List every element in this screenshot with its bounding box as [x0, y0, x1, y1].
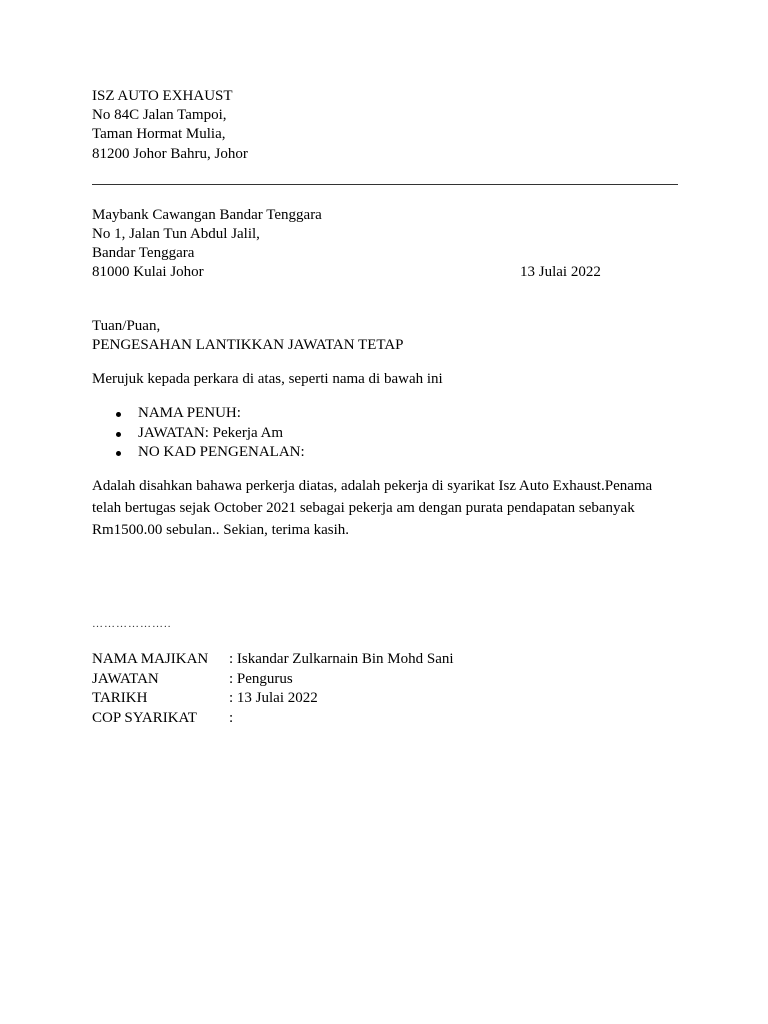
intro-text: Merujuk kepada perkara di atas, seperti nama di bawah ini [92, 371, 443, 387]
body-line-1: Adalah disahkan bahawa perkerja diatas, adalah pekerja di syarikat Isz Auto Exhaust.Penama [92, 478, 653, 494]
salutation: Tuan/Puan, [92, 318, 161, 334]
signature-row-date [92, 689, 454, 709]
recipient-address-line1: No 1, Jalan Tun Abdul Jalil, [92, 226, 260, 242]
signature-label: JAWATAN [92, 670, 159, 687]
signature-value: : Iskandar Zulkarnain Bin Mohd Sani [229, 651, 454, 667]
sender-company: ISZ AUTO EXHAUST [92, 88, 233, 104]
recipient-address-line3: 81000 Kulai Johor [92, 264, 204, 280]
list-item [92, 424, 305, 444]
list-item [92, 404, 305, 424]
bullet-text-ic: NO KAD PENGENALAN: [138, 444, 305, 460]
sender-address-line3: 81200 Johor Bahru, Johor [92, 146, 248, 162]
recipient-name: Maybank Cawangan Bandar Tenggara [92, 207, 322, 223]
signature-value: : [229, 709, 234, 726]
signature-row-employer [92, 650, 454, 670]
header-divider [92, 184, 678, 185]
bullet-icon [116, 451, 121, 456]
body-line-3: Rm1500.00 sebulan.. Sekian, terima kasih. [92, 522, 350, 538]
bullet-icon [116, 432, 121, 437]
signature-value: : 13 Julai 2022 [229, 690, 318, 706]
bullet-icon [116, 412, 121, 417]
body-line-2: telah bertugas sejak October 2021 sebagai pekerja am dengan purata pendapatan sebanyak [92, 500, 635, 516]
letter-date: 13 Julai 2022 [520, 264, 601, 280]
sender-address-line1: No 84C Jalan Tampoi, [92, 107, 227, 123]
details-list [92, 404, 305, 463]
signature-row-stamp [92, 709, 454, 729]
body-paragraph [92, 475, 672, 541]
signature-block [92, 650, 454, 728]
recipient-address-line2: Bandar Tenggara [92, 245, 195, 261]
signature-value: : Pengurus [229, 670, 293, 687]
signature-line: ……………….. [92, 618, 172, 630]
signature-row-position [92, 670, 454, 690]
list-item [92, 443, 305, 463]
signature-label: TARIKH [92, 690, 148, 706]
signature-label: COP SYARIKAT [92, 709, 197, 726]
sender-address-line2: Taman Hormat Mulia, [92, 126, 226, 142]
bullet-text-position: JAWATAN: Pekerja Am [138, 424, 284, 441]
signature-label: NAMA MAJIKAN [92, 651, 209, 667]
bullet-text-name: NAMA PENUH: [138, 405, 241, 421]
letter-subject: PENGESAHAN LANTIKKAN JAWATAN TETAP [92, 337, 404, 353]
